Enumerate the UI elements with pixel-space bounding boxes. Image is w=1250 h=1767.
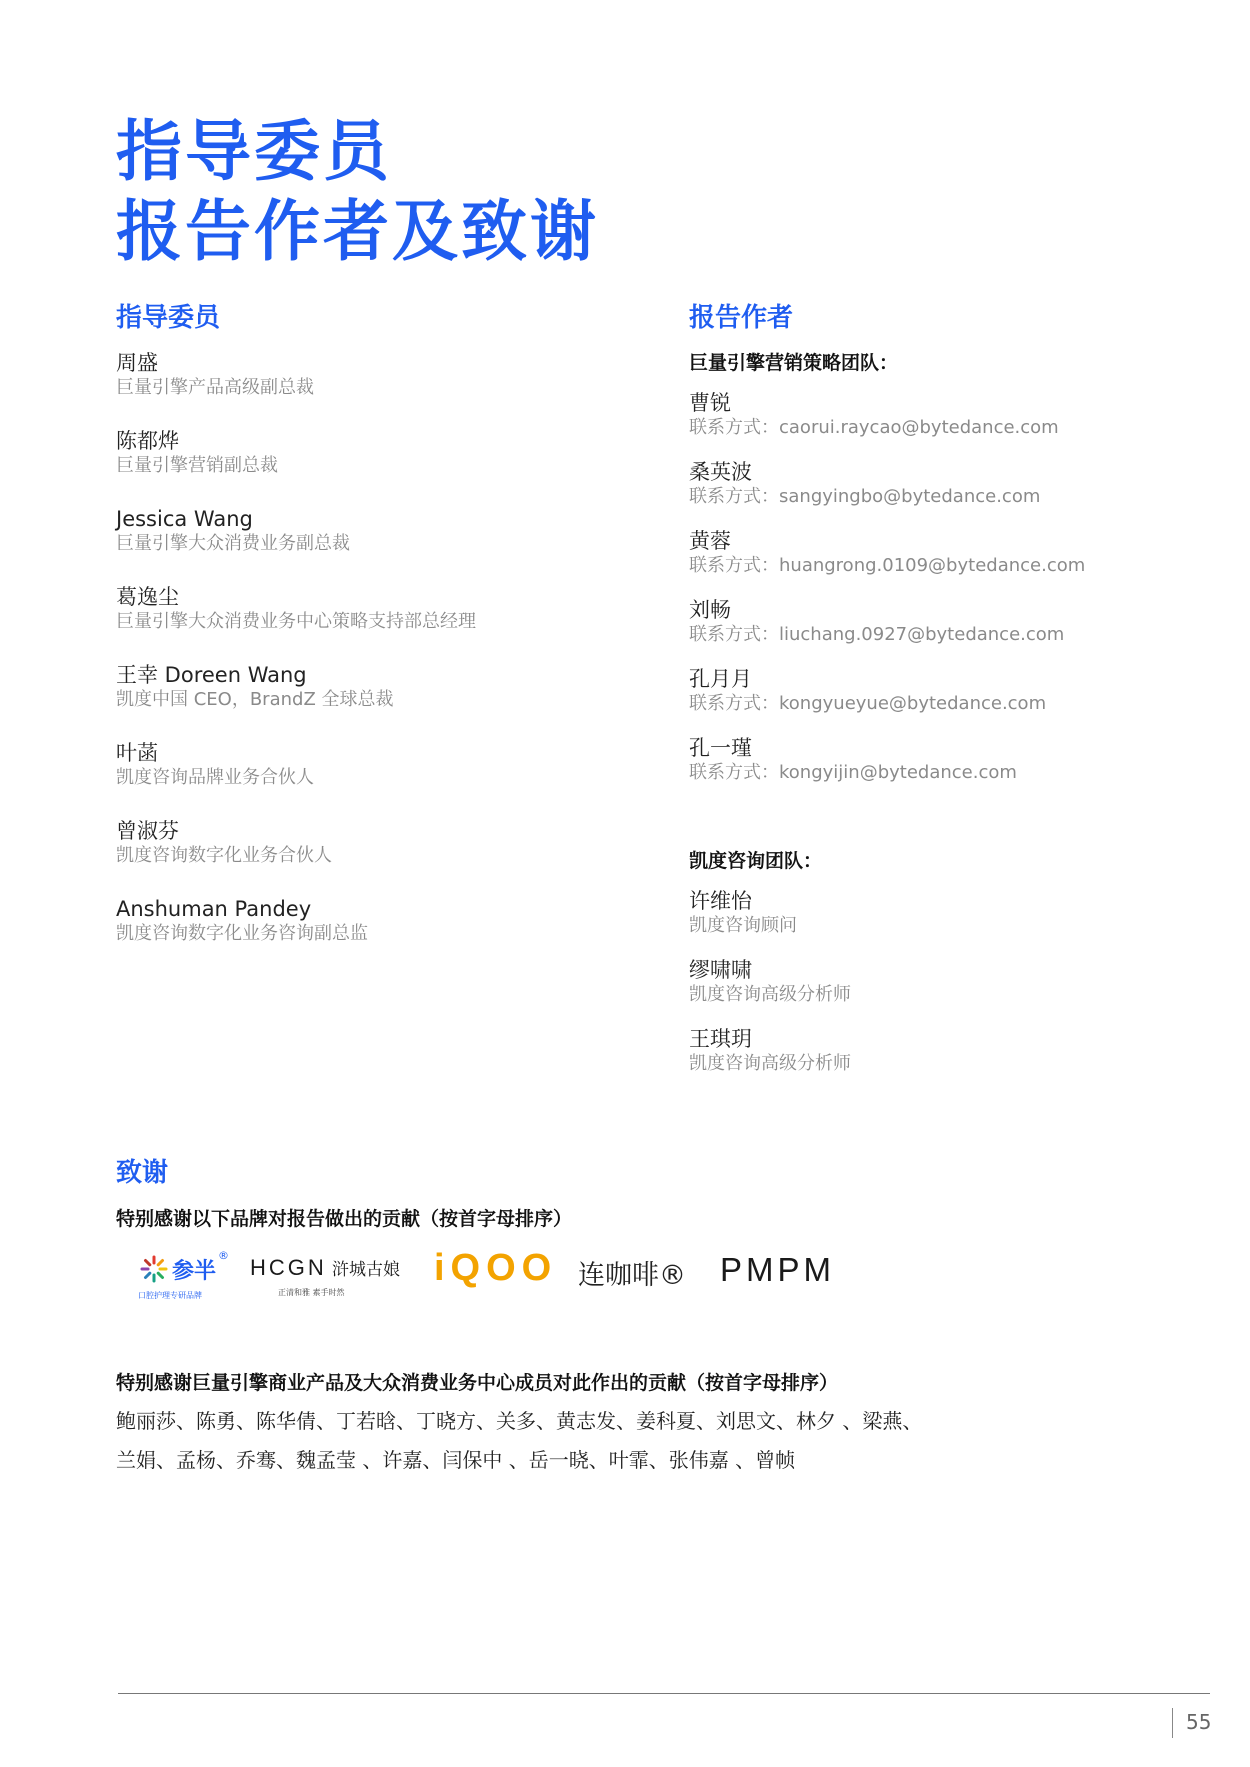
committee-member (116, 584, 476, 634)
committee-member (116, 818, 476, 868)
author-contact: 联系方式：liuchang.0927@bytedance.com (689, 624, 1065, 645)
brand5-name: PMPM (720, 1251, 835, 1288)
committee-member (116, 350, 476, 400)
authors-list (689, 350, 1085, 790)
brand-logos (136, 1247, 896, 1307)
brand-logo-pmpm (720, 1247, 860, 1307)
brand1-name: 参半 (172, 1259, 217, 1284)
sunburst-icon (140, 1255, 168, 1283)
member-name: 陈都烨 (116, 429, 179, 453)
member-role: 凯度咨询品牌业务合伙人 (116, 767, 314, 788)
page-title-line2: 报告作者及致谢 (116, 193, 599, 270)
brand1-sub: 口腔护理专研品牌 (138, 1291, 202, 1300)
author-name: 孔一瑾 (689, 736, 752, 760)
consultant-entry (689, 957, 851, 1012)
consultant-role: 凯度咨询高级分析师 (689, 1053, 851, 1074)
brand2-name: HCGN (250, 1255, 327, 1280)
brand1-mark: ® (218, 1249, 229, 1262)
brand3-name: iQOO (434, 1247, 558, 1289)
brand4-name: 连咖啡® (578, 1260, 686, 1291)
author-entry (689, 666, 1085, 721)
committee-member (116, 662, 476, 712)
member-role: 凯度中国 CEO，BrandZ 全球总裁 (116, 689, 394, 710)
brands-intro: 特别感谢以下品牌对报告做出的贡献（按首字母排序） (116, 1208, 573, 1230)
member-name: Anshuman Pandey (116, 897, 312, 921)
committee-member (116, 506, 476, 556)
committee-member (116, 896, 476, 946)
author-entry (689, 459, 1085, 514)
page-number-separator (1172, 1708, 1173, 1738)
committee-member (116, 428, 476, 478)
authors-heading: 报告作者 (689, 303, 794, 333)
member-role: 巨量引擎产品高级副总裁 (116, 377, 314, 398)
member-name: 王幸 Doreen Wang (116, 663, 307, 687)
thanks-heading: 致谢 (116, 1158, 169, 1188)
brand-logo-canban (136, 1247, 231, 1307)
author-entry (689, 597, 1085, 652)
author-name: 桑英波 (689, 460, 752, 484)
author-contact: 联系方式：kongyijin@bytedance.com (689, 762, 1017, 783)
consultant-name: 王琪玥 (689, 1027, 752, 1051)
member-role: 巨量引擎营销副总裁 (116, 455, 278, 476)
author-contact: 联系方式：huangrong.0109@bytedance.com (689, 555, 1086, 576)
page-title (116, 112, 599, 272)
member-role: 凯度咨询数字化业务咨询副总监 (116, 923, 368, 944)
committee-list (116, 350, 476, 974)
author-contact: 联系方式：sangyingbo@bytedance.com (689, 486, 1041, 507)
member-name: Jessica Wang (116, 507, 253, 531)
consultant-name: 缪啸啸 (689, 958, 752, 982)
consultant-role: 凯度咨询高级分析师 (689, 984, 851, 1005)
committee-heading: 指导委员 (116, 303, 221, 333)
member-role: 巨量引擎大众消费业务副总裁 (116, 533, 350, 554)
brand-logo-iqoo (434, 1247, 562, 1307)
author-name: 孔月月 (689, 667, 752, 691)
consultant-name: 许维怡 (689, 889, 752, 913)
author-entry (689, 528, 1085, 583)
team-label-bytedance: 巨量引擎营销策略团队： (689, 352, 899, 374)
consultant-entry (689, 888, 851, 943)
member-role: 巨量引擎大众消费业务中心策略支持部总经理 (116, 611, 476, 632)
author-name: 刘畅 (689, 598, 731, 622)
footer-rule (118, 1693, 1210, 1694)
author-name: 黄蓉 (689, 529, 731, 553)
member-role: 凯度咨询数字化业务合伙人 (116, 845, 332, 866)
members-line-2: 兰娟、孟杨、乔骞、魏孟莹 、许嘉、闫保中 、岳一晓、叶霏、张伟嘉 、曾帧 (116, 1448, 796, 1472)
consulting-team (689, 848, 851, 1081)
consultant-role: 凯度咨询顾问 (689, 915, 797, 936)
brand-logo-lian-coffee (578, 1247, 698, 1307)
member-name: 葛逸尘 (116, 585, 179, 609)
members-intro: 特别感谢巨量引擎商业产品及大众消费业务中心成员对此作出的贡献（按首字母排序） (116, 1372, 839, 1394)
author-name: 曹锐 (689, 391, 731, 415)
author-contact: 联系方式：kongyueyue@bytedance.com (689, 693, 1047, 714)
member-name: 周盛 (116, 351, 158, 375)
consultant-entry (689, 1026, 851, 1081)
page-title-line1: 指导委员 (116, 113, 392, 190)
author-contact: 联系方式：caorui.raycao@bytedance.com (689, 417, 1059, 438)
brand-logo-hcgn (250, 1247, 430, 1307)
brand2-sub: 正清和雅 素手时然 (278, 1288, 345, 1297)
committee-member (116, 740, 476, 790)
member-name: 叶菡 (116, 741, 158, 765)
author-entry (689, 390, 1085, 445)
member-name: 曾淑芬 (116, 819, 179, 843)
brand2-cn: 浒城古娘 (332, 1260, 400, 1280)
page-number: 55 (1186, 1710, 1212, 1734)
author-entry (689, 735, 1085, 790)
team-label-kantar: 凯度咨询团队： (689, 850, 823, 872)
members-line-1: 鲍丽莎、陈勇、陈华倩、丁若晗、丁晓方、关多、黄志发、姜科夏、刘思文、林夕 、梁燕、 (116, 1409, 923, 1433)
